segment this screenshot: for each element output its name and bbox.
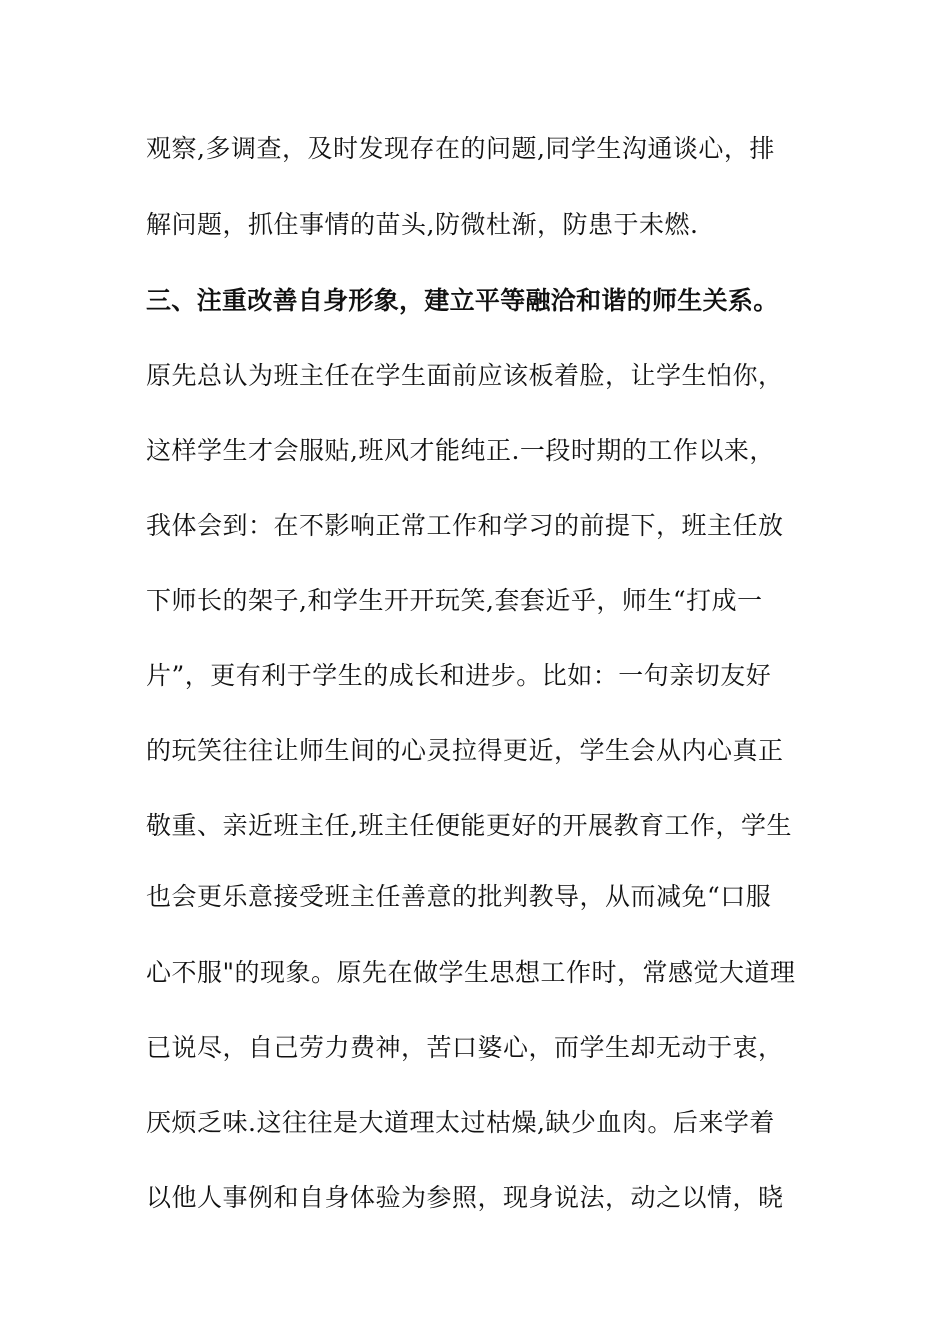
body-text-line: 厌烦乏味.这往往是大道理太过枯燥,缺少血肉。后来学着 — [146, 1108, 775, 1137]
section-heading: 三、注重改善自身形象，建立平等融洽和谐的师生关系。 — [146, 286, 779, 315]
body-text-line: 解问题，抓住事情的苗头,防微杜渐，防患于未燃. — [146, 210, 699, 239]
body-text-line: 的玩笑往往让师生间的心灵拉得更近，学生会从内心真正 — [146, 736, 784, 765]
body-text-line: 下师长的架子,和学生开开玩笑,套套近乎，师生“打成一 — [146, 586, 763, 615]
body-text-line: 也会更乐意接受班主任善意的批判教导，从而减免“口服 — [146, 882, 772, 911]
body-text-line: 片”，更有利于学生的成长和进步。比如：一句亲切友好 — [146, 661, 772, 690]
body-text-line: 心不服"的现象。原先在做学生思想工作时，常感觉大道理 — [146, 958, 796, 987]
body-text-line: 以他人事例和自身体验为参照，现身说法，动之以情，晓 — [146, 1183, 784, 1212]
body-text-line: 原先总认为班主任在学生面前应该板着脸，让学生怕你， — [146, 361, 784, 390]
body-text-line: 这样学生才会服贴,班风才能纯正.一段时期的工作以来， — [146, 436, 775, 465]
body-text-line: 观察,多调查，及时发现存在的问题,同学生沟通谈心，排 — [146, 134, 775, 163]
body-text-line: 已说尽，自己劳力费神，苦口婆心，而学生却无动于衷， — [146, 1033, 784, 1062]
body-text-line: 我体会到：在不影响正常工作和学习的前提下，班主任放 — [146, 511, 784, 540]
body-text-line: 敬重、亲近班主任,班主任便能更好的开展教育工作，学生 — [146, 811, 792, 840]
